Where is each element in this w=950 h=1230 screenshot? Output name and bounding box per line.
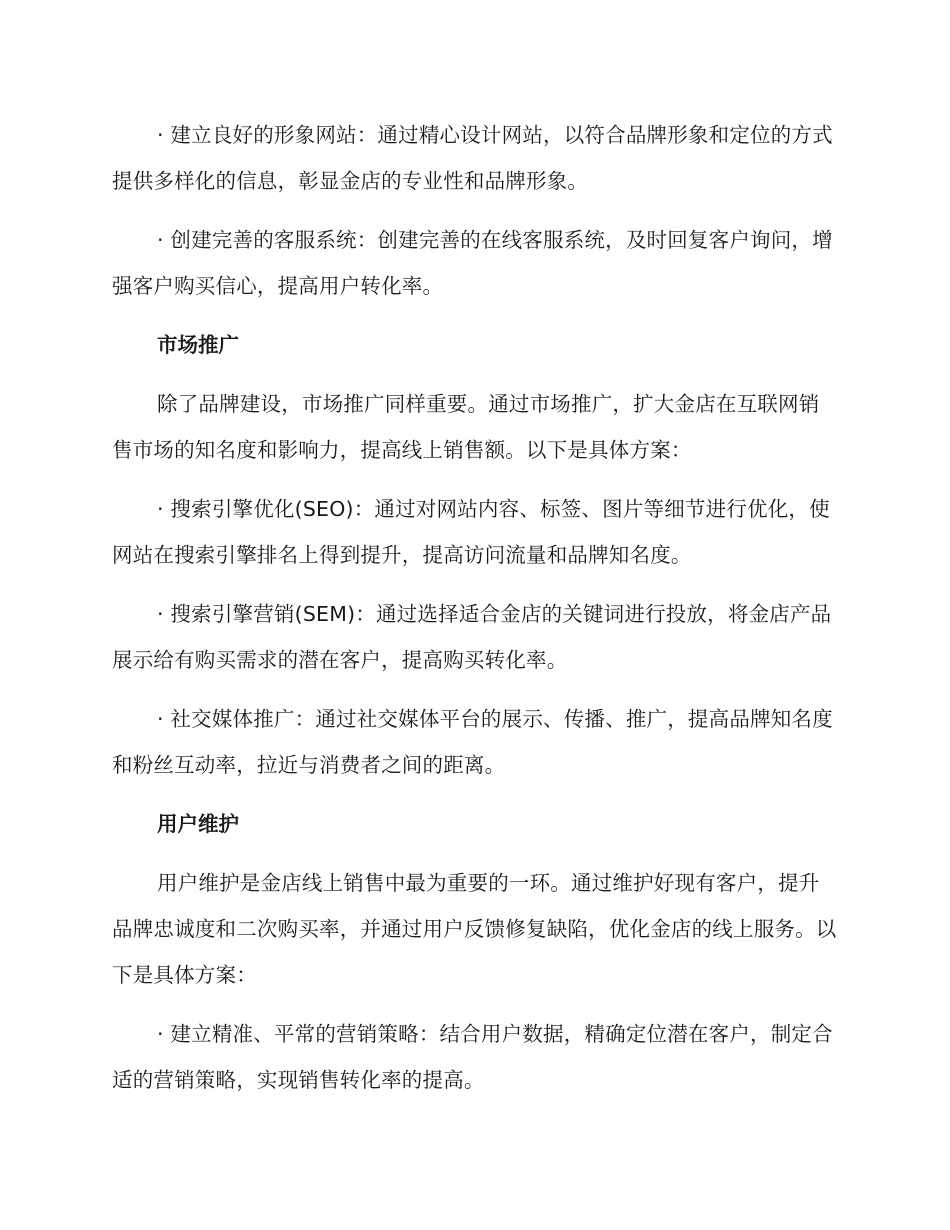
paragraph-user-maintenance-intro: 用户维护是金店线上销售中最为重要的一环。通过维护好现有客户，提升品牌忠诚度和二次购买率，并通过用户反馈修复缺陷，优化金店的线上服务。以下是具体方案： xyxy=(112,871,837,987)
bullet-paragraph-social-media: · 社交媒体推广：通过社交媒体平台的展示、传播、推广，提高品牌知名度和粉丝互动率，拉近与消费者之间的距离。 xyxy=(112,707,833,777)
paragraph-market-promotion-intro: 除了品牌建设，市场推广同样重要。通过市场推广，扩大金店在互联网销售市场的知名度和影响力，提高线上销售额。以下是具体方案： xyxy=(112,392,820,462)
bullet-paragraph-sem: · 搜索引擎营销(SEM)：通过选择适合金店的关键词进行投放，将金店产品展示给有购买需求的潜在客户，提高购买转化率。 xyxy=(112,602,832,672)
section-heading-market-promotion: 市场推广 xyxy=(157,333,239,357)
bullet-paragraph-seo: · 搜索引擎优化(SEO)：通过对网站内容、标签、图片等细节进行优化，使网站在搜索引擎排名上得到提升，提高访问流量和品牌知名度。 xyxy=(112,497,830,567)
section-heading-user-maintenance: 用户维护 xyxy=(157,812,239,836)
bullet-paragraph-marketing-strategy: · 建立精准、平常的营销策略：结合用户数据，精确定位潜在客户，制定合适的营销策略，实现销售转化率的提高。 xyxy=(112,1022,833,1092)
bullet-paragraph-website: · 建立良好的形象网站：通过精心设计网站，以符合品牌形象和定位的方式提供多样化的信息，彰显金店的专业性和品牌形象。 xyxy=(112,123,833,193)
document-body xyxy=(112,112,840,1116)
bullet-paragraph-customer-service: · 创建完善的客服系统：创建完善的在线客服系统，及时回复客户询问，增强客户购买信心，提高用户转化率。 xyxy=(112,228,833,298)
